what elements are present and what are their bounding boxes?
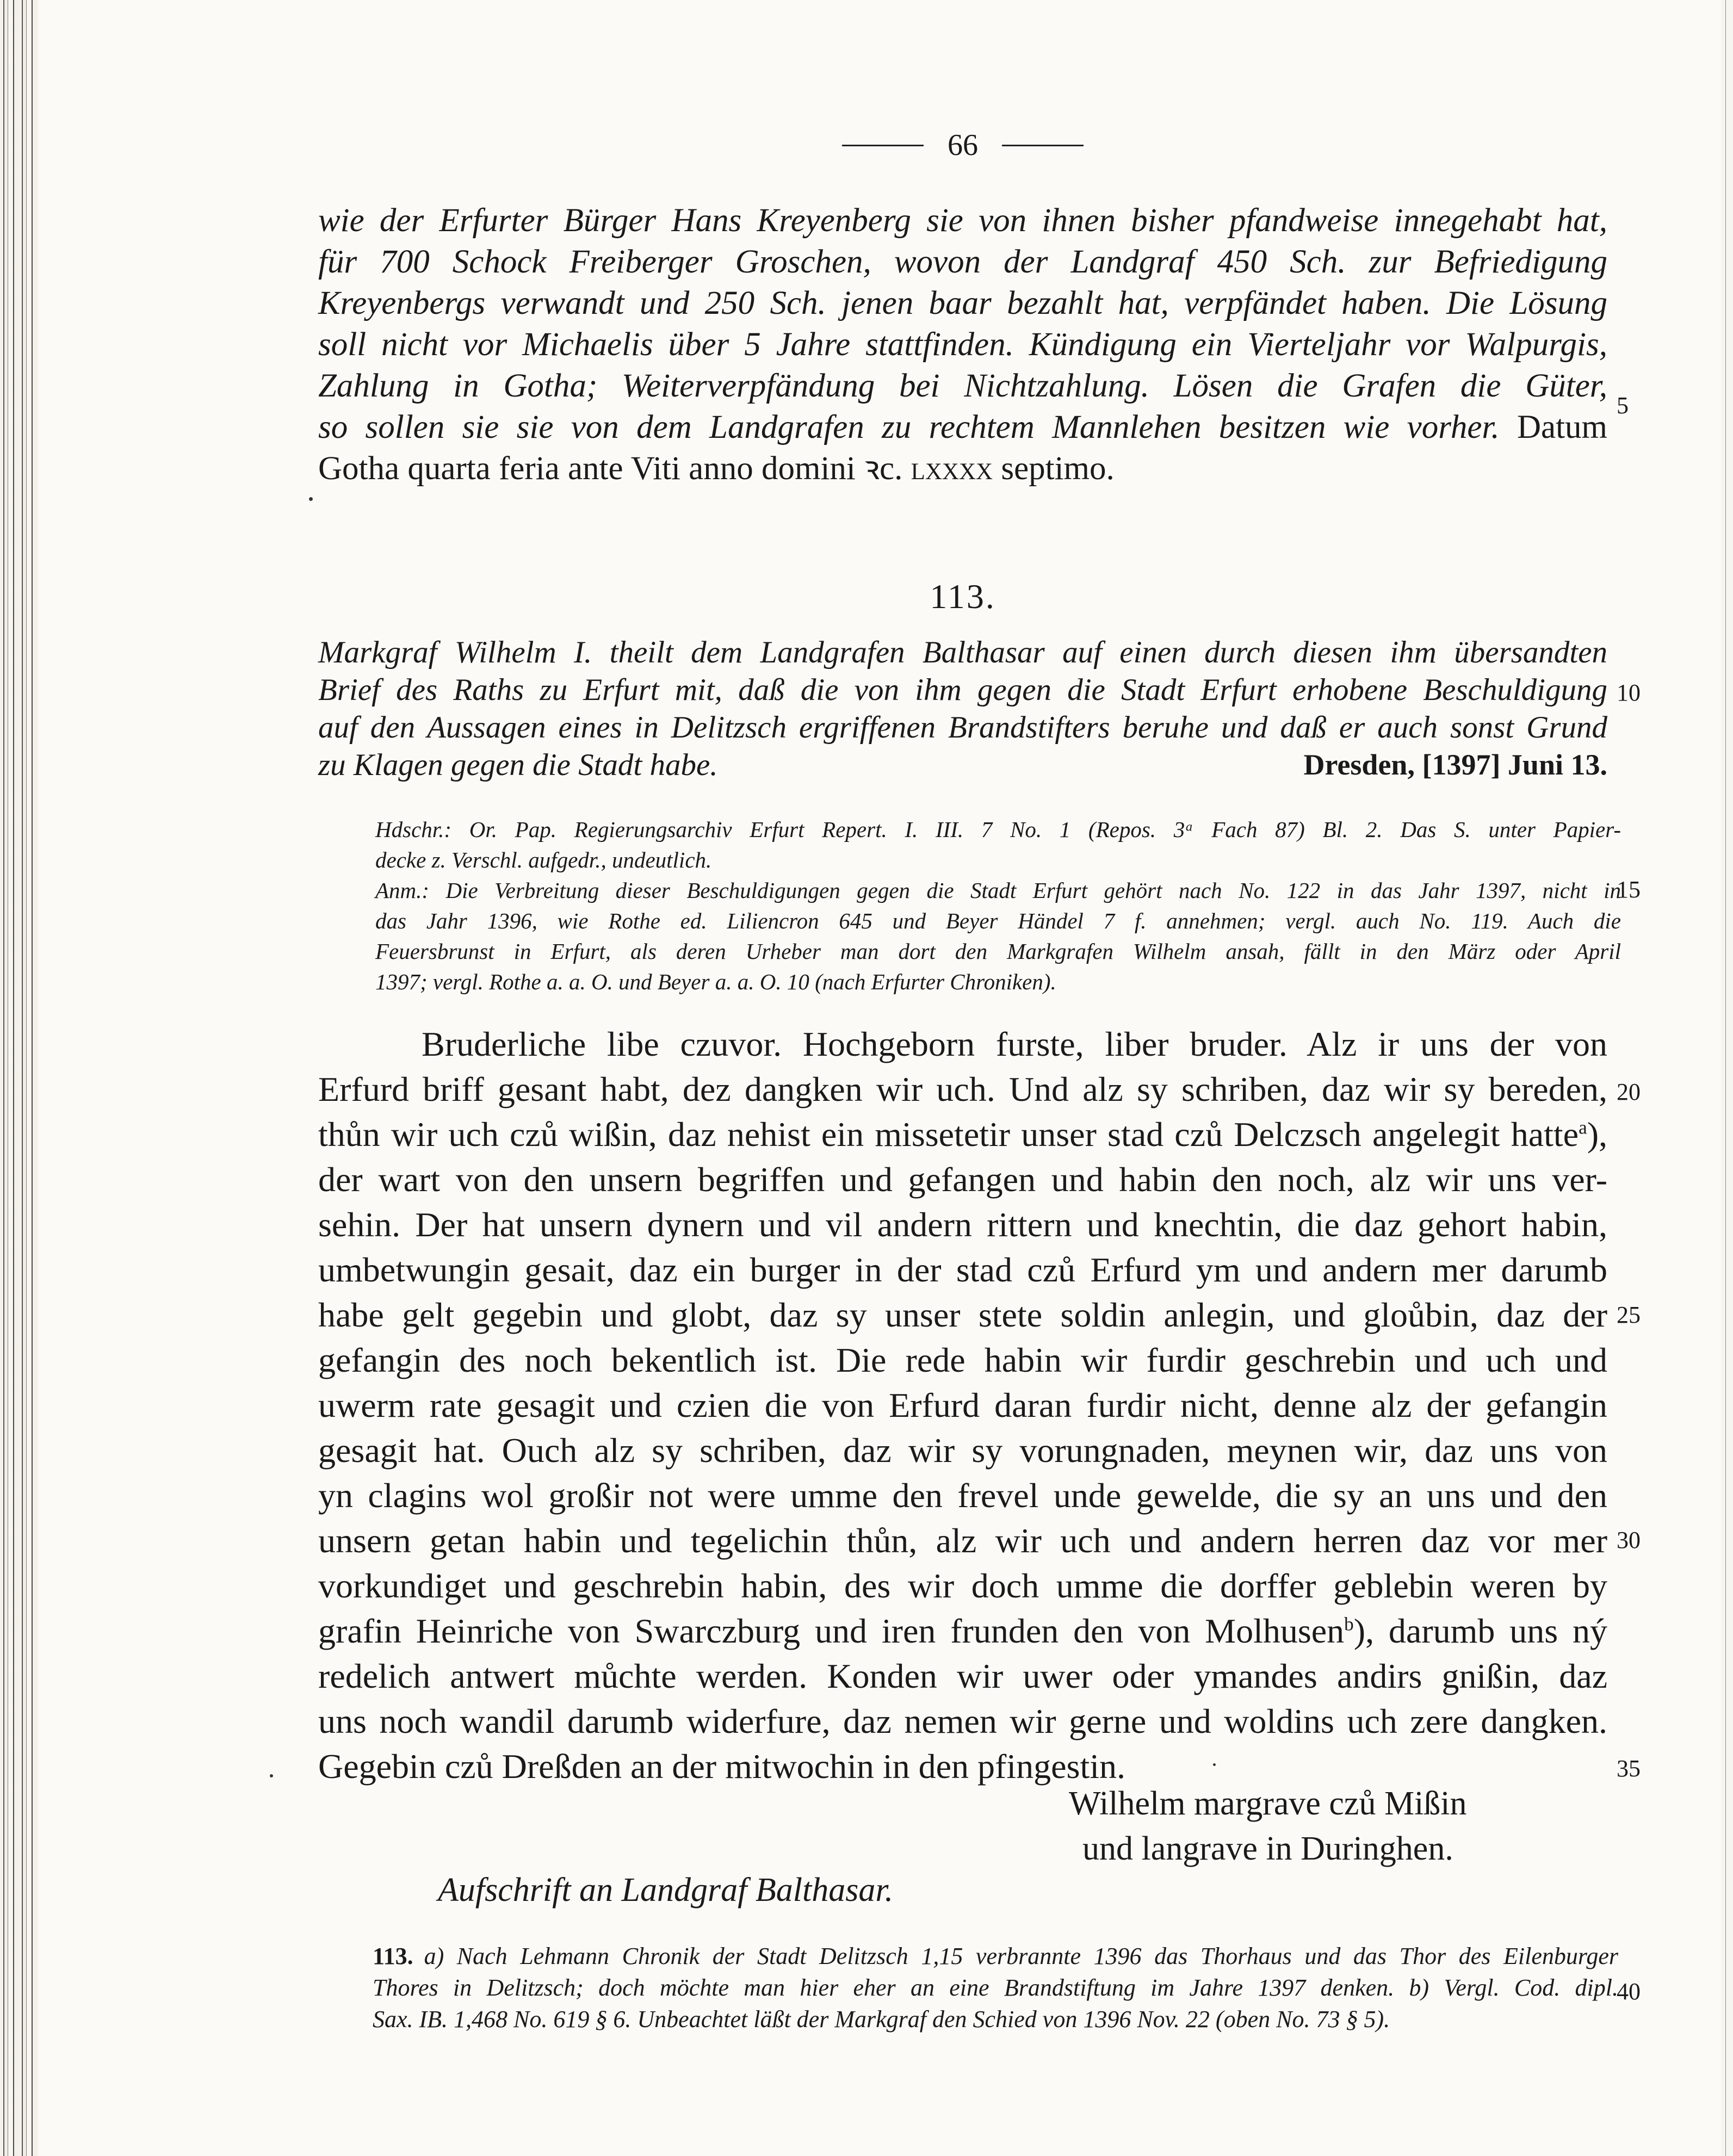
letter-line: der wart von den unsern begriffen und gefangen und habin den noch, alz wir uns ver- [318,1160,1607,1199]
footnote-doc-label: 113. [373,1943,413,1969]
footnote-mark-a-tail: ), [1587,1115,1607,1154]
ink-dot [270,1774,273,1777]
letter-line: Gegebin czů Dreßden an der mitwochin in den pfingestin. [318,1747,1125,1786]
letter-line: umbetwungin gesait, daz ein burger in der stad czů Erfurd ym und andern mer darumb [318,1250,1607,1289]
letter-text [318,1021,1607,1789]
footnote-line: Thores in Delitzsch; doch möchte man hier eher an eine Brandstiftung im Jahre 1397 denken. b) Vergl. Cod. dipl. [373,1974,1618,2001]
continuation-last-line [318,448,1607,490]
note-line: decke z. Verschl. aufgedr., undeutlich. [375,847,712,872]
scan-binding-edge [0,0,38,2156]
regest-line: Brief des Raths zu Erfurt mit, daß die von ihm gegen die Stadt Erfurt erhobene Beschuldigung [318,673,1607,707]
letter-line: redelich antwert můchte werden. Konden wir uwer oder ymandes andirs gnißin, daz [318,1657,1607,1695]
regest-last-line [318,746,1607,784]
continuation-line: wie der Erfurter Bürger Hans Kreyenberg sie von ihnen bisher pfandweise innegehabt hat, [318,202,1607,239]
signature-line: und langrave in Duringhen. [1082,1830,1453,1867]
source-notes [375,814,1621,997]
margin-line-number: 40 [1617,1978,1641,2005]
header-rule-right [1002,145,1084,146]
letter-line: unsern getan habin und tegelichin thůn, alz wir uch und andern herren daz vor mer [318,1521,1607,1560]
document-number: 113. [930,577,996,616]
page-number: 66 [948,128,978,162]
letter-line [318,1608,1607,1653]
continuation-line-italic: so sollen sie sie von dem Landgrafen zu rechtem Mannlehen besitzen wie vorher. [318,409,1500,445]
letter-line: Bruderliche libe czuvor. Hochgeborn furste, liber bruder. Alz ir uns der von [422,1025,1607,1063]
year-roman: lxxxx [911,450,993,487]
letter-line: gesagit hat. Ouch alz sy schriben, daz wir sy vorungnaden, meynen wir, daz uns von [318,1431,1607,1470]
footnote-mark-a: a [1579,1117,1587,1138]
document-date: Dresden, [1397] Juni 13. [1303,748,1607,781]
letter-line: Erfurd briff gesant habt, dez dangken wir uch. Und alz sy schriben, daz wir sy bereden, [318,1070,1607,1108]
continuation-paragraph [318,200,1607,490]
letter-line-text: grafin Heinriche von Swarczburg und iren frunden den von Molhusen [318,1612,1345,1650]
header-rule-left [842,145,924,146]
margin-line-number: 15 [1617,876,1641,903]
letter-line: uns noch wandil darumb widerfure, daz nemen wir gerne und woldins uch zere dangken. [318,1702,1607,1740]
footnote-text: a) Nach Lehmann Chronik der Stadt Delitzsch 1,15 verbrannte 1396 das Thorhaus und das Thor des Eilenburger [424,1943,1618,1969]
letter-line: yn clagins wol großir not were umme den frevel unde gewelde, die sy an uns und den [318,1476,1607,1515]
letter-line: habe gelt gegebin und globt, daz sy unser stete soldin anlegin, und gloůbin, daz der [318,1296,1607,1334]
scan-right-edge [1721,0,1733,2156]
margin-line-number: 25 [1617,1302,1641,1328]
footnote-mark-b: b [1344,1613,1354,1635]
continuation-line: für 700 Schock Freiberger Groschen, wovon der Landgraf 450 Sch. zur Befriedigung [318,244,1607,280]
ink-dot [309,497,313,501]
note-line: 1397; vergl. Rothe a. a. O. und Beyer a. a. O. 10 (nach Erfurter Chroniken). [375,969,1056,994]
margin-line-number: 35 [1617,1755,1641,1782]
continuation-line: Zahlung in Gotha; Weiterverpfändung bei Nichtzahlung. Lösen die Grafen die Güter, [318,368,1607,404]
gotha-text: Gotha quarta feria ante Viti anno domini ꝛc. [318,450,903,487]
regest-line: zu Klagen gegen die Stadt habe. [318,748,718,782]
letter-line: gefangin des noch bekentlich ist. Die rede habin wir furdir geschrebin und uch und [318,1341,1607,1379]
signature-block [1069,1781,1467,1872]
letter-line-text: thůn wir uch czů wißin, daz nehist ein missetetir unser stad czů Delczsch angelegit hatte [318,1115,1579,1154]
margin-line-number: 20 [1617,1079,1641,1105]
letter-line: sehin. Der hat unsern dynern und vil andern rittern und knechtin, die daz gehort habin, [318,1205,1607,1244]
footnote-line: Sax. IB. 1,468 No. 619 § 6. Unbeachtet läßt der Markgraf den Schied von 1396 Nov. 22 (oben No. 73 § 5). [373,2006,1390,2033]
letter-line: uwerm rate gesagit und czien die von Erfurd daran furdir nicht, denne alz der gefangin [318,1386,1607,1424]
note-line: Hdschr.: Or. Pap. Regierungsarchiv Erfurt Repert. I. III. 7 No. 1 (Repos. 3ᵃ Fach 87) Bl. 2. Das S. unter Papier- [375,817,1621,842]
continuation-line: soll nicht vor Michaelis über 5 Jahre stattfinden. Kündigung ein Vierteljahr vor Walpurgis, [318,326,1607,363]
note-line: das Jahr 1396, wie Rothe ed. Liliencron 645 und Beyer Händel 7 f. annehmen; vergl. auch No. 119. Auch die [375,908,1621,933]
septimo-text: septimo. [1001,450,1115,487]
regest-line: Markgraf Wilhelm I. theilt dem Landgrafen Balthasar auf einen durch diesen ihm übersandten [318,635,1607,670]
letter-line: vorkundiget und geschrebin habin, des wir doch umme die dorffer geblebin weren by [318,1566,1607,1605]
ink-dot [1213,1763,1216,1766]
letter-line [318,1112,1607,1157]
continuation-line [318,407,1607,448]
margin-line-number: 10 [1617,679,1641,706]
note-line: Anm.: Die Verbreitung dieser Beschuldigungen gegen die Stadt Erfurt gehört nach No. 122 in das Jahr 1397, nicht in [375,878,1621,903]
page-header [816,128,1110,163]
footnote-mark-b-tail: ), darumb uns ný [1353,1612,1607,1650]
footnote-line [373,1941,1618,1972]
address-note: Aufschrift an Landgraf Balthasar. [438,1872,894,1909]
note-line: Feuersbrunst in Erfurt, als deren Urheber man dort den Markgrafen Wilhelm ansah, fällt in den März oder April [375,939,1621,964]
datum-word: Datum [1517,409,1608,445]
signature-line: Wilhelm margrave czů Mißin [1069,1785,1467,1822]
regest [318,634,1607,784]
footnotes [373,1941,1618,2035]
margin-line-number: 30 [1617,1527,1641,1553]
margin-line-number: 5 [1617,392,1629,419]
continuation-line: Kreyenbergs verwandt und 250 Sch. jenen baar bezahlt hat, verpfändet haben. Die Lösung [318,285,1607,321]
regest-line: auf den Aussagen eines in Delitzsch ergriffenen Brandstifters beruhe und daß er auch sonst Grund [318,710,1607,745]
